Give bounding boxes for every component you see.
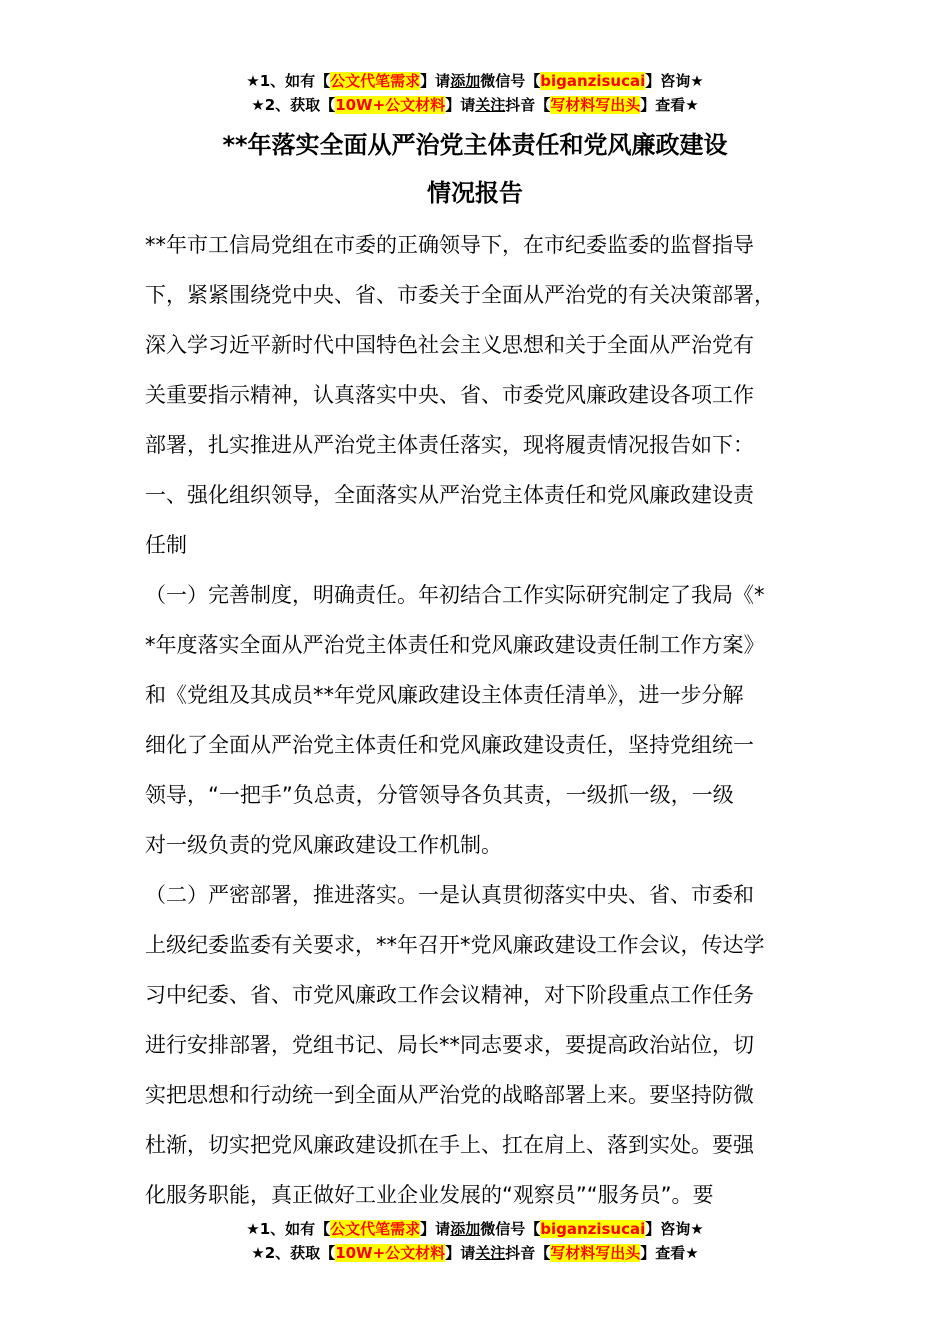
promo-text: 】咨询★ [645, 1220, 704, 1238]
promo-text: 】咨询★ [645, 72, 704, 90]
body-line: *年度落实全面从严治党主体责任和党风廉政建设责任制工作方案》 [145, 633, 765, 657]
promo-highlight: biganzisucai [540, 1220, 646, 1238]
promo-text: 微信号【 [480, 1220, 541, 1238]
header-promo-banner [0, 69, 950, 117]
body-line: 化服务职能，真正做好工业企业发展的“观察员”“服务员”。要 [145, 1183, 714, 1207]
promo-text: 】请 [420, 1220, 451, 1238]
body-line: 上级纪委监委有关要求，**年召开*党风廉政建设工作会议，传达学 [145, 933, 765, 957]
promo-highlight: 公文代笔需求 [330, 1220, 421, 1238]
promo-text: ★2、获取【 [251, 1244, 336, 1262]
promo-highlight: 写材料写出头 [550, 96, 641, 114]
footer-promo-banner [0, 1217, 950, 1265]
promo-text: 】查看★ [640, 96, 699, 114]
promo-text: ★2、获取【 [251, 96, 336, 114]
document-title-line-2: 情况报告 [427, 179, 523, 207]
body-line: 领导，“一把手”负总责，分管领导各负其责，一级抓一级，一级 [145, 783, 734, 807]
body-line: **年市工信局党组在市委的正确领导下，在市纪委监委的监督指导 [145, 233, 754, 257]
body-line: 进行安排部署，党组书记、局长**同志要求，要提高政治站位，切 [145, 1033, 754, 1057]
promo-text: 微信号【 [480, 72, 541, 90]
body-line: 关重要指示精神，认真落实中央、省、市委党风廉政建设各项工作 [145, 383, 754, 407]
body-line: 实把思想和行动统一到全面从严治党的战略部署上来。要坚持防微 [145, 1083, 754, 1107]
promo-line-2 [0, 93, 950, 117]
promo-line-1 [0, 69, 950, 93]
promo-text: 】请 [420, 72, 451, 90]
section-heading: 任制 [145, 533, 187, 557]
promo-text: ★1、如有【 [246, 72, 331, 90]
body-line: 习中纪委、省、市党风廉政工作会议精神，对下阶段重点工作任务 [145, 983, 754, 1007]
promo-highlight: biganzisucai [540, 72, 646, 90]
body-line: 对一级负责的党风廉政建设工作机制。 [145, 833, 502, 857]
body-line: 深入学习近平新时代中国特色社会主义思想和关于全面从严治党有 [145, 333, 754, 357]
promo-underlined: 关注 [475, 1244, 506, 1262]
promo-underlined: 添加 [450, 72, 481, 90]
document-body [145, 220, 810, 1220]
promo-text: 】请 [445, 1244, 476, 1262]
promo-text: ★1、如有【 [246, 1220, 331, 1238]
body-line: 和《党组及其成员**年党风廉政建设主体责任清单》，进一步分解 [145, 683, 744, 707]
promo-highlight: 10W+公文材料 [335, 96, 446, 114]
section-heading: 一、强化组织领导，全面落实从严治党主体责任和党风廉政建设责 [145, 483, 754, 507]
body-line: 下，紧紧围绕党中央、省、市委关于全面从严治党的有关决策部署， [145, 283, 775, 307]
promo-highlight: 公文代笔需求 [330, 72, 421, 90]
body-line: 细化了全面从严治党主体责任和党风廉政建设责任，坚持党组统一 [145, 733, 754, 757]
promo-text: 抖音【 [505, 96, 551, 114]
body-line: （二）严密部署，推进落实。一是认真贯彻落实中央、省、市委和 [145, 883, 754, 907]
document-title-line-1: **年落实全面从严治党主体责任和党风廉政建设 [222, 131, 728, 159]
promo-text: 抖音【 [505, 1244, 551, 1262]
promo-line-2 [0, 1241, 950, 1265]
promo-underlined: 关注 [475, 96, 506, 114]
promo-highlight: 10W+公文材料 [335, 1244, 446, 1262]
promo-text: 】请 [445, 96, 476, 114]
body-line: 杜渐，切实把党风廉政建设抓在手上、扛在肩上、落到实处。要强 [145, 1133, 754, 1157]
promo-line-1 [0, 1217, 950, 1241]
body-line: 部署，扎实推进从严治党主体责任落实，现将履责情况报告如下： [145, 433, 754, 457]
body-line: （一）完善制度，明确责任。年初结合工作实际研究制定了我局《* [145, 583, 765, 607]
promo-text: 】查看★ [640, 1244, 699, 1262]
promo-underlined: 添加 [450, 1220, 481, 1238]
promo-highlight: 写材料写出头 [550, 1244, 641, 1262]
